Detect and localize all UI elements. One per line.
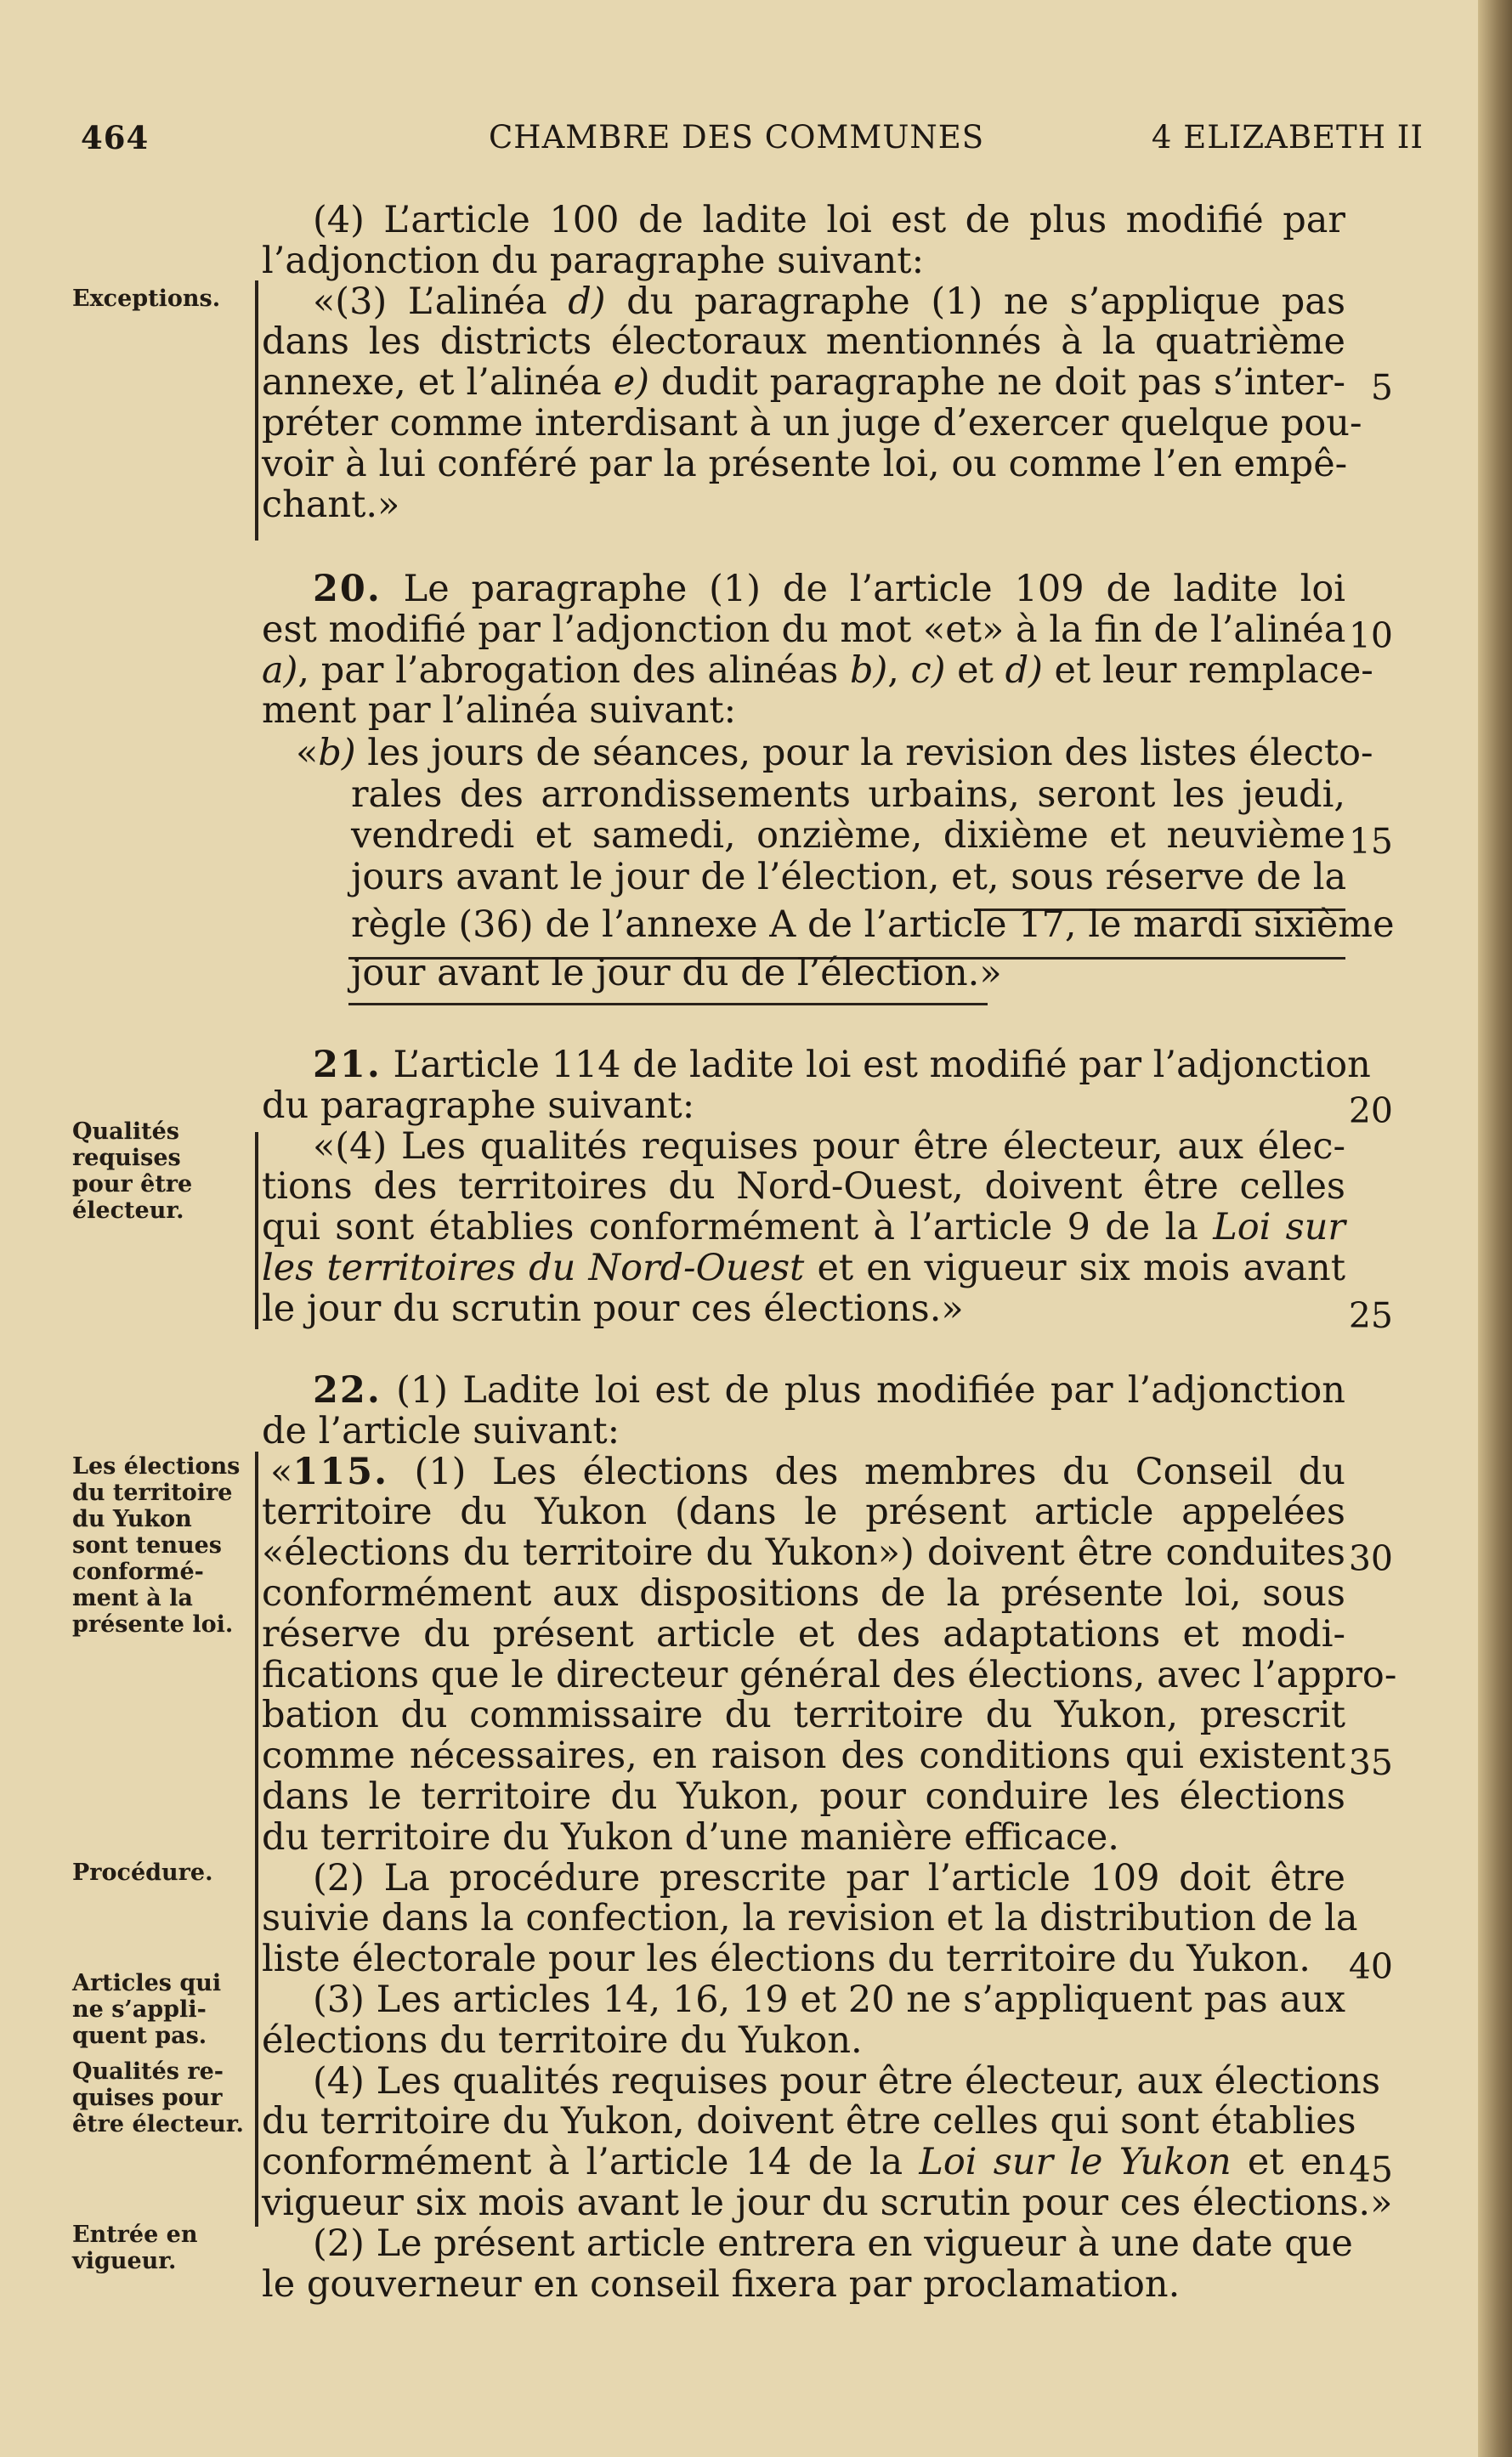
margin-note-entree: Entrée en vigueur. <box>72 2222 198 2274</box>
change-bar-3 <box>255 1452 258 2227</box>
page-header <box>81 119 1424 161</box>
section-22: 22. (1) Ladite loi est de plus modifiée par l’adjonction de l’article suivant: «115. (1) Les élections des membres du Conseil du territoire du Yukon (dans le présent article appelées «élections du territoire du Yukon») doivent être conduites conformément aux dispositions de la présente loi, sous réserve du présent article et des adaptations et modi- fications que le directeur général des élections, avec l’appro- bation du commissaire du territoire du Yukon, prescrit comme nécessaires, en raison des conditions qui existent dans le territoire du Yukon, pour conduire les élections du territoire du Yukon d’une manière efficace. (2) La procédure prescrite par l’article 109 doit être suivie dans la confection, la revision et la distribution de la liste électorale pour les élections du territoire du Yukon. (3) Les articles 14, 16, 19 et 20 ne s’appliquent pas aux élections du territoire du Yukon. (4) Les qualités requises pour être électeur, aux élections du territoire du Yukon, doivent être celles qui sont établies conformément à l’article 14 de la Loi sur le Yukon et en vigueur six mois avant le jour du scrutin pour ces élections.» (2) Le présent article entrera en vigueur à une date que le gouverneur en conseil fixera par proclamation. <box>262 1369 1397 2306</box>
margin-note-articles: Articles qui ne s’appli- quent pas. <box>72 1970 222 2049</box>
section-20: 20. Le paragraphe (1) de l’article 109 de ladite loi est modifié par l’adjonction du mot «et» à la fin de l’alinéa a), par l’abrogation des alinéas b), c) et d) et leur remplace- ment par l’alinéa suivant: <box>262 568 1373 733</box>
margin-note-qualites-2: Qualités re- quises pour être électeur. <box>72 2058 244 2137</box>
line-number: 20 <box>1348 1090 1393 1131</box>
underline-3 <box>348 1003 988 1005</box>
section-20-alinea-b: «b) les jours de séances, pour la revision des listes électo- rales des arrondissements urbains, seront les jeudi, vendredi et samedi, onzième, dixième et neuvième jours avant le jour de l’élection, et, sous réserve de la règle (36) de l’annexe A de l’article 17, le mardi sixième jour avant le jour du de l’élection.» <box>296 732 1395 994</box>
line-number: 5 <box>1370 367 1393 408</box>
line-number: 40 <box>1348 1946 1393 1987</box>
margin-note-qualites: Qualités requises pour être électeur. <box>72 1118 193 1224</box>
margin-note-elections-yukon: Les élections du territoire du Yukon sont tenues conformé- ment à la présente loi. <box>72 1453 241 1638</box>
line-number: 10 <box>1348 615 1393 656</box>
change-bar-1 <box>255 280 258 541</box>
page-edge <box>1478 0 1512 2457</box>
line-number: 30 <box>1348 1538 1393 1579</box>
paragraph-19-4: (4) L’article 100 de ladite loi est de plus modifié par l’adjonction du paragraphe suivant: «(3) L’alinéa d) du paragraphe (1) ne s’applique pas dans les districts électoraux mentionnés à la quatrième annexe, et l’alinéa e) dudit paragraphe ne doit pas s’inter- préter comme interdisant à un juge d’exercer quelque pou- voir à lui conféré par la présente loi, ou comme l’en empê- chant.» <box>262 199 1362 526</box>
page-title: CHAMBRE DES COMMUNES <box>489 119 985 156</box>
line-number: 45 <box>1348 2149 1393 2190</box>
line-number: 35 <box>1348 1742 1393 1783</box>
line-number: 25 <box>1348 1295 1393 1336</box>
page-number: 464 <box>81 119 150 156</box>
section-21: 21. L’article 114 de ladite loi est modifié par l’adjonction du paragraphe suivant: «(4) Les qualités requises pour être électeur, aux élec- tions des territoires du Nord-Ouest, doivent être celles qui sont établies conformément à l’article 9 de la Loi sur les territoires du Nord-Ouest et en vigueur six mois avant le jour du scrutin pour ces élections.» <box>262 1044 1371 1330</box>
change-bar-2 <box>255 1132 258 1329</box>
session-label: 4 ELIZABETH II <box>1151 119 1424 156</box>
margin-note-procedure: Procédure. <box>72 1860 213 1886</box>
line-number: 15 <box>1348 821 1393 862</box>
margin-note-exceptions: Exceptions. <box>72 286 221 312</box>
